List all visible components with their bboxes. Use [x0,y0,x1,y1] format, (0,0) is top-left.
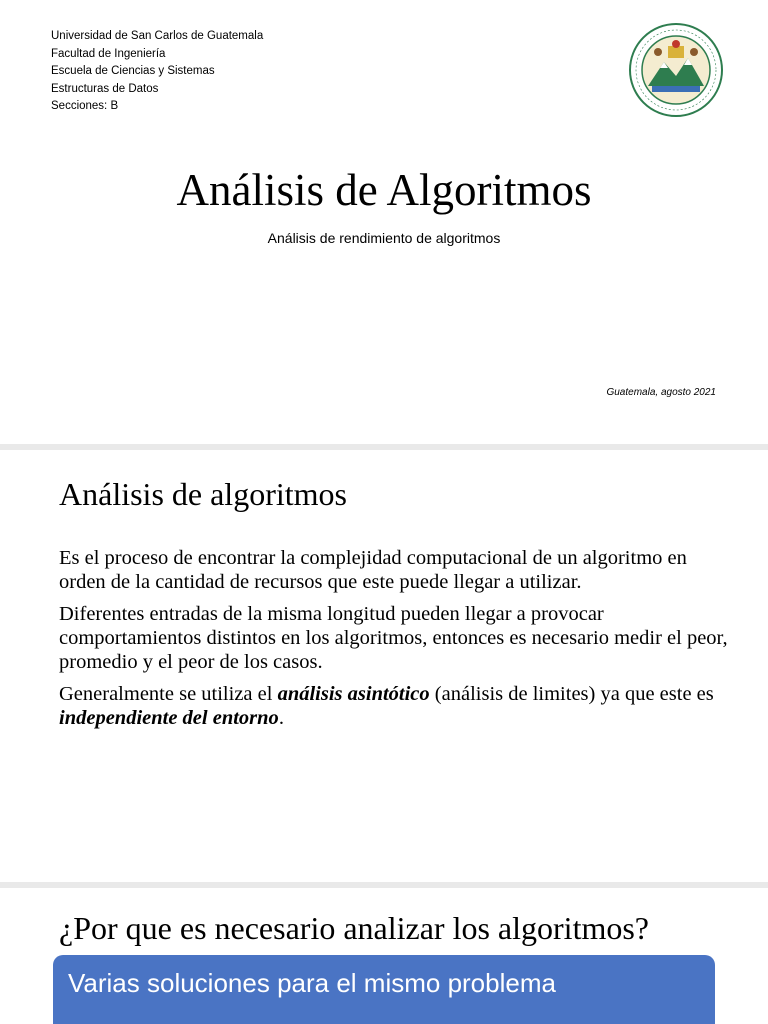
slide-body [59,546,729,738]
solutions-banner [53,955,715,1024]
slide-title: Análisis de algoritmos [59,476,347,512]
emphasis-independent: independiente del entorno [59,707,279,729]
institution-line: Universidad de San Carlos de Guatemala [51,30,264,42]
paragraph-text: Generalmente se utiliza el [59,683,278,705]
emphasis-asymptotic: análisis asintótico [277,683,430,705]
institution-line: Secciones: B [51,100,119,112]
institution-line: Estructuras de Datos [51,82,159,95]
paragraph: Es el proceso de encontrar la complejidad computacional de un algoritmo en orden de la cantidad de recursos que este puede llegar a utilizar. [59,547,687,593]
slide-title: ¿Por que es necesario analizar los algoritmos? [59,910,649,946]
paragraph [59,682,729,730]
banner-text: Varias soluciones para el mismo problema [68,968,556,998]
university-seal-icon [628,22,724,118]
institution-line: Facultad de Ingeniería [51,47,166,60]
paragraph: Diferentes entradas de la misma longitud pueden llegar a provocar comportamientos distintos en los algoritmos, entonces es necesario medir el peor, promedio y el peor de los casos. [59,603,728,673]
presentation-date: Guatemala, agosto 2021 [606,387,716,398]
question-slide [0,888,768,1024]
paragraph-text: (análisis de limites) ya que este es [429,683,714,705]
definition-slide [0,450,768,882]
institution-header [51,28,263,116]
title-slide [0,0,768,444]
presentation-subtitle: Análisis de rendimiento de algoritmos [267,230,501,246]
institution-line: Escuela de Ciencias y Sistemas [51,65,215,77]
presentation-title: Análisis de Algoritmos [176,165,592,215]
paragraph-text: . [278,707,284,729]
